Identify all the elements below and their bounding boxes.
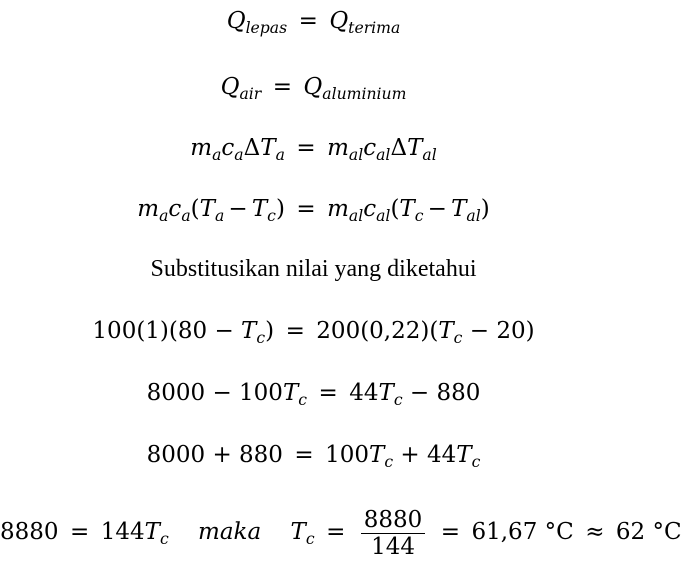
equation-final-result: $8880 = 144T_c$ maka $T_c$ = $\frac{8880}{144}$ = 61,67 °C ≈ 62 °C <box>0 506 682 560</box>
substitution-sentence: Substitusikan nilai yang diketahui <box>150 256 477 282</box>
temperature-symbol: T <box>456 442 472 468</box>
subscript-aluminium: aluminium <box>322 84 407 103</box>
final-result: 61,67 °C <box>471 519 574 545</box>
final-coefficient: 144 <box>100 519 145 545</box>
rearranged-coefficient: 100 <box>325 442 369 468</box>
equation-expanded: $8000 - 100T_c = 44T_c - 880$ <box>146 380 481 409</box>
expanded-constant: − 880 <box>402 380 481 406</box>
rhs-suffix: − 20) <box>462 318 535 344</box>
rearranged-lhs: 8000 + 880 <box>146 442 283 468</box>
maka-word: maka <box>198 519 262 545</box>
subscript-c: c <box>159 529 169 548</box>
mass-symbol: m <box>137 196 160 222</box>
temperature-symbol: T <box>369 442 385 468</box>
subscript-c: c <box>305 529 315 548</box>
delta-symbol: Δ <box>390 135 408 161</box>
subscript-c: c <box>393 390 403 409</box>
expanded-coefficient: 44 <box>349 380 379 406</box>
subscript-c: c <box>298 390 308 409</box>
mass-symbol: m <box>327 196 349 222</box>
equation-temperature-difference: $m_ac_a(T_a - T_c) = m_{al}c_{al}(T_c - T_{al})$ <box>137 196 490 225</box>
equation-mass-specific-heat-delta: $m_ac_a\Delta T_a = m_{al}c_{al}\Delta T_{al}$ <box>190 135 437 164</box>
temperature-symbol: T <box>451 196 467 222</box>
temperature-symbol: T <box>251 196 268 222</box>
temperature-symbol: T <box>399 196 415 222</box>
equation-rearranged: $8000 + 880 = 100T_c + 44T_c$ <box>146 442 481 471</box>
subscript-al: al <box>422 145 437 164</box>
subscript-al: al <box>466 206 481 225</box>
heat-symbol: Q <box>303 74 323 100</box>
lhs-prefix: 100(1)(80 − <box>92 318 242 344</box>
temperature-symbol: T <box>282 380 299 406</box>
final-lhs: 8880 <box>0 519 59 545</box>
heat-symbol: Q <box>220 74 240 100</box>
subscript-c: c <box>471 452 481 471</box>
temperature-symbol: T <box>407 135 423 161</box>
subscript-c: c <box>414 206 424 225</box>
approx-symbol: ≈ <box>585 519 605 545</box>
temperature-symbol: T <box>378 380 394 406</box>
subscript-al: al <box>376 206 391 225</box>
subscript-a: a <box>159 206 169 225</box>
specific-heat-symbol: c <box>363 196 377 222</box>
subscript-al: al <box>348 206 364 225</box>
temperature-symbol: T <box>144 519 160 545</box>
heat-symbol: Q <box>329 8 349 34</box>
subscript-a: a <box>212 145 222 164</box>
subscript-al: al <box>348 145 364 164</box>
equation-heat-balance: $Q_{lepas} = Q_{terima}$ <box>226 8 401 37</box>
mass-symbol: m <box>190 135 213 161</box>
subscript-air: air <box>239 84 262 103</box>
mass-symbol: m <box>327 135 349 161</box>
rounded-result: 62 °C <box>615 519 682 545</box>
subscript-a: a <box>234 145 244 164</box>
fraction-denominator: 144 <box>371 533 415 560</box>
subscript-lepas: lepas <box>245 18 288 37</box>
expanded-lhs: 8000 − 100 <box>146 380 283 406</box>
specific-heat-symbol: c <box>221 135 235 161</box>
fraction-numerator: 8880 <box>361 507 426 534</box>
subscript-c: c <box>256 328 266 347</box>
subscript-a: a <box>275 145 285 164</box>
temperature-symbol: T <box>241 318 257 344</box>
subscript-a: a <box>214 206 225 225</box>
equation-substituted-values: $100(1)(80 - T_c) = 200(0,22)(T_c - 20)$ <box>92 318 535 347</box>
temperature-symbol: T <box>199 196 215 222</box>
temperature-symbol: T <box>290 519 306 545</box>
fraction <box>361 507 426 560</box>
rearranged-term: + 44 <box>393 442 457 468</box>
heat-symbol: Q <box>226 8 246 34</box>
subscript-terima: terima <box>348 18 401 37</box>
subscript-c: c <box>384 452 394 471</box>
subscript-a: a <box>181 206 191 225</box>
subscript-c: c <box>267 206 276 225</box>
rhs-prefix: 200(0,22)( <box>316 318 439 344</box>
specific-heat-symbol: c <box>363 135 377 161</box>
delta-symbol: Δ <box>243 135 261 161</box>
temperature-symbol: T <box>438 318 454 344</box>
temperature-symbol: T <box>260 135 276 161</box>
equation-water-aluminium: $Q_{air} = Q_{aluminium}$ <box>220 74 407 103</box>
subscript-al: al <box>376 145 391 164</box>
lhs-suffix: ) <box>265 318 275 344</box>
specific-heat-symbol: c <box>168 196 182 222</box>
subscript-c: c <box>453 328 463 347</box>
